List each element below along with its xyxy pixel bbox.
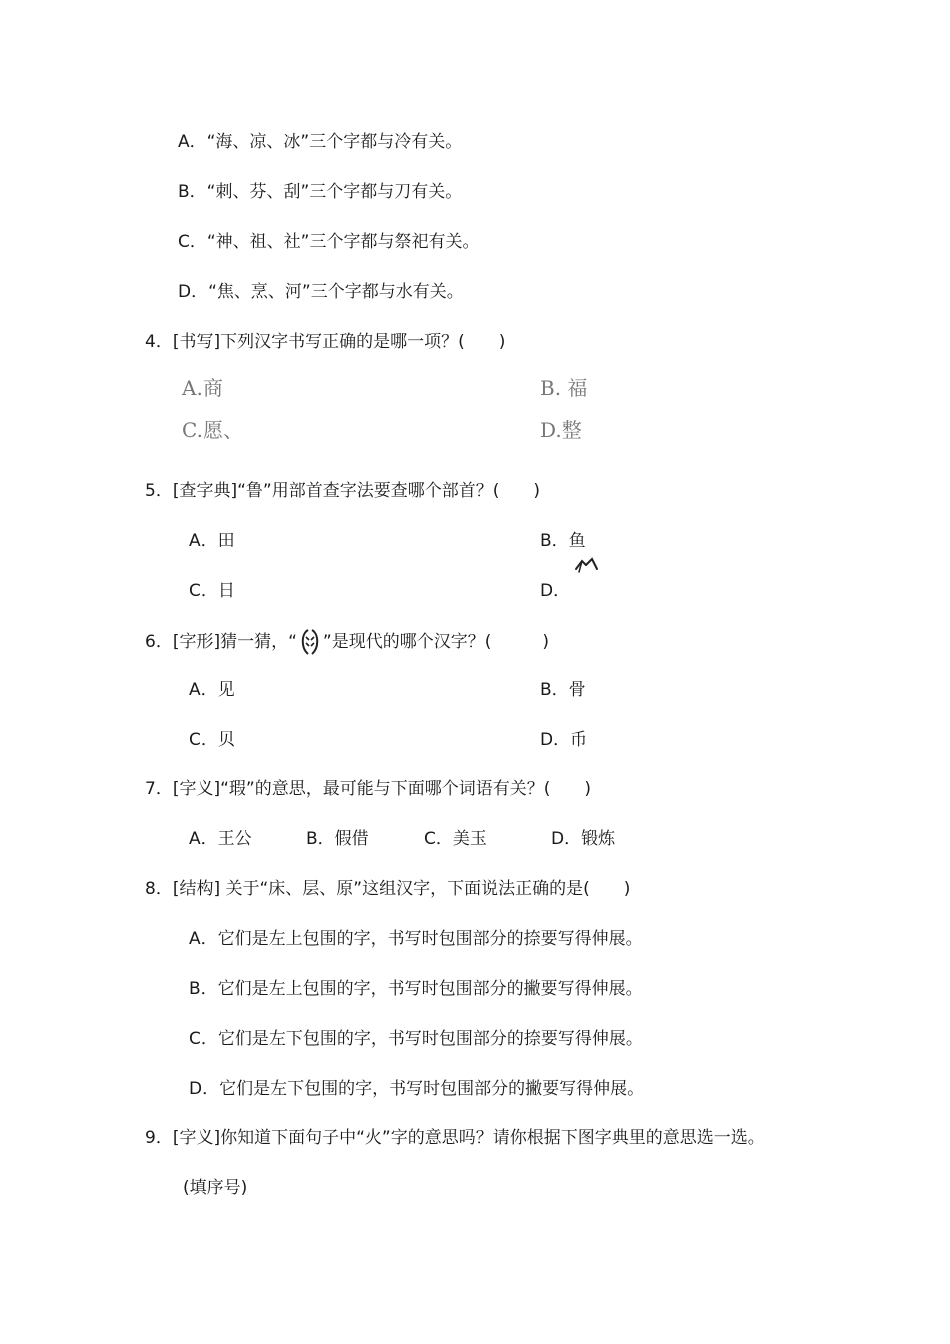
q7-option-d: D．锻炼 bbox=[551, 829, 616, 849]
q7-option-b: B．假借 bbox=[306, 829, 369, 849]
q6-option-b: B．骨 bbox=[540, 680, 586, 700]
q5-option-c: C．日 bbox=[189, 581, 235, 601]
q5-option-d: D． bbox=[540, 581, 571, 601]
q9-stem: 9．[字义]你知道下面句子中“火”字的意思吗？请你根据下图字典里的意思选一选。 bbox=[145, 1128, 765, 1148]
q3-option-a: A．“海、凉、冰”三个字都与冷有关。 bbox=[178, 132, 463, 152]
q4-char-c: 愿 bbox=[202, 418, 223, 442]
q4-char-b: 福 bbox=[567, 376, 588, 400]
q4-option-a-label: A. bbox=[182, 376, 203, 400]
q4-char-c-suffix: 、 bbox=[222, 418, 243, 442]
q8-option-a: A．它们是左上包围的字，书写时包围部分的捺要写得伸展。 bbox=[189, 929, 643, 949]
q6-option-a: A．见 bbox=[189, 680, 235, 700]
q4-option-b-label: B. bbox=[540, 376, 562, 400]
q4-option-c-label: C. bbox=[182, 418, 203, 442]
q5-option-b: B．鱼 bbox=[540, 531, 586, 551]
q5-option-a: A．田 bbox=[189, 531, 235, 551]
q8-option-d: D．它们是左下包围的字，书写时包围部分的撇要写得伸展。 bbox=[189, 1079, 645, 1099]
q3-option-b: B．“刺、芬、刮”三个字都与刀有关。 bbox=[178, 182, 463, 202]
q4-option-c bbox=[182, 418, 243, 442]
q8-stem: 8．[结构] 关于“床、层、原”这组汉字，下面说法正确的是( ) bbox=[145, 879, 631, 899]
q4-option-d-label: D. bbox=[540, 418, 562, 442]
q6-option-d: D．币 bbox=[540, 730, 588, 750]
radical-dao-icon bbox=[572, 557, 600, 577]
q6-stem-after: ”是现代的哪个汉字？( ) bbox=[322, 632, 549, 652]
q4-option-b bbox=[540, 376, 587, 400]
q3-option-d: D．“焦、烹、河”三个字都与水有关。 bbox=[178, 282, 464, 302]
q4-char-d: 整 bbox=[561, 418, 582, 442]
q5-stem: 5．[查字典]“鲁”用部首查字法要查哪个部首？( ) bbox=[145, 481, 540, 501]
q3-option-c: C．“神、祖、社”三个字都与祭祀有关。 bbox=[178, 232, 480, 252]
q9-note: (填序号) bbox=[183, 1178, 248, 1198]
q8-option-c: C．它们是左下包围的字，书写时包围部分的捺要写得伸展。 bbox=[189, 1029, 643, 1049]
q4-option-d bbox=[540, 418, 582, 442]
q6-stem bbox=[145, 628, 549, 656]
q4-option-a bbox=[182, 376, 223, 400]
q6-option-c: C．贝 bbox=[189, 730, 235, 750]
q7-option-a: A．王公 bbox=[189, 829, 252, 849]
q4-char-a: 商 bbox=[202, 376, 223, 400]
q7-option-c: C．美玉 bbox=[424, 829, 487, 849]
q7-stem: 7．[字义]“瑕”的意思，最可能与下面哪个词语有关？( ) bbox=[145, 779, 591, 799]
q8-option-b: B．它们是左上包围的字，书写时包围部分的撇要写得伸展。 bbox=[189, 979, 643, 999]
q6-stem-before: 6．[字形]猜一猜，“ bbox=[145, 632, 297, 652]
ancient-shell-glyph-icon bbox=[299, 628, 321, 656]
q4-stem: 4．[书写]下列汉字书写正确的是哪一项？( ) bbox=[145, 332, 506, 352]
